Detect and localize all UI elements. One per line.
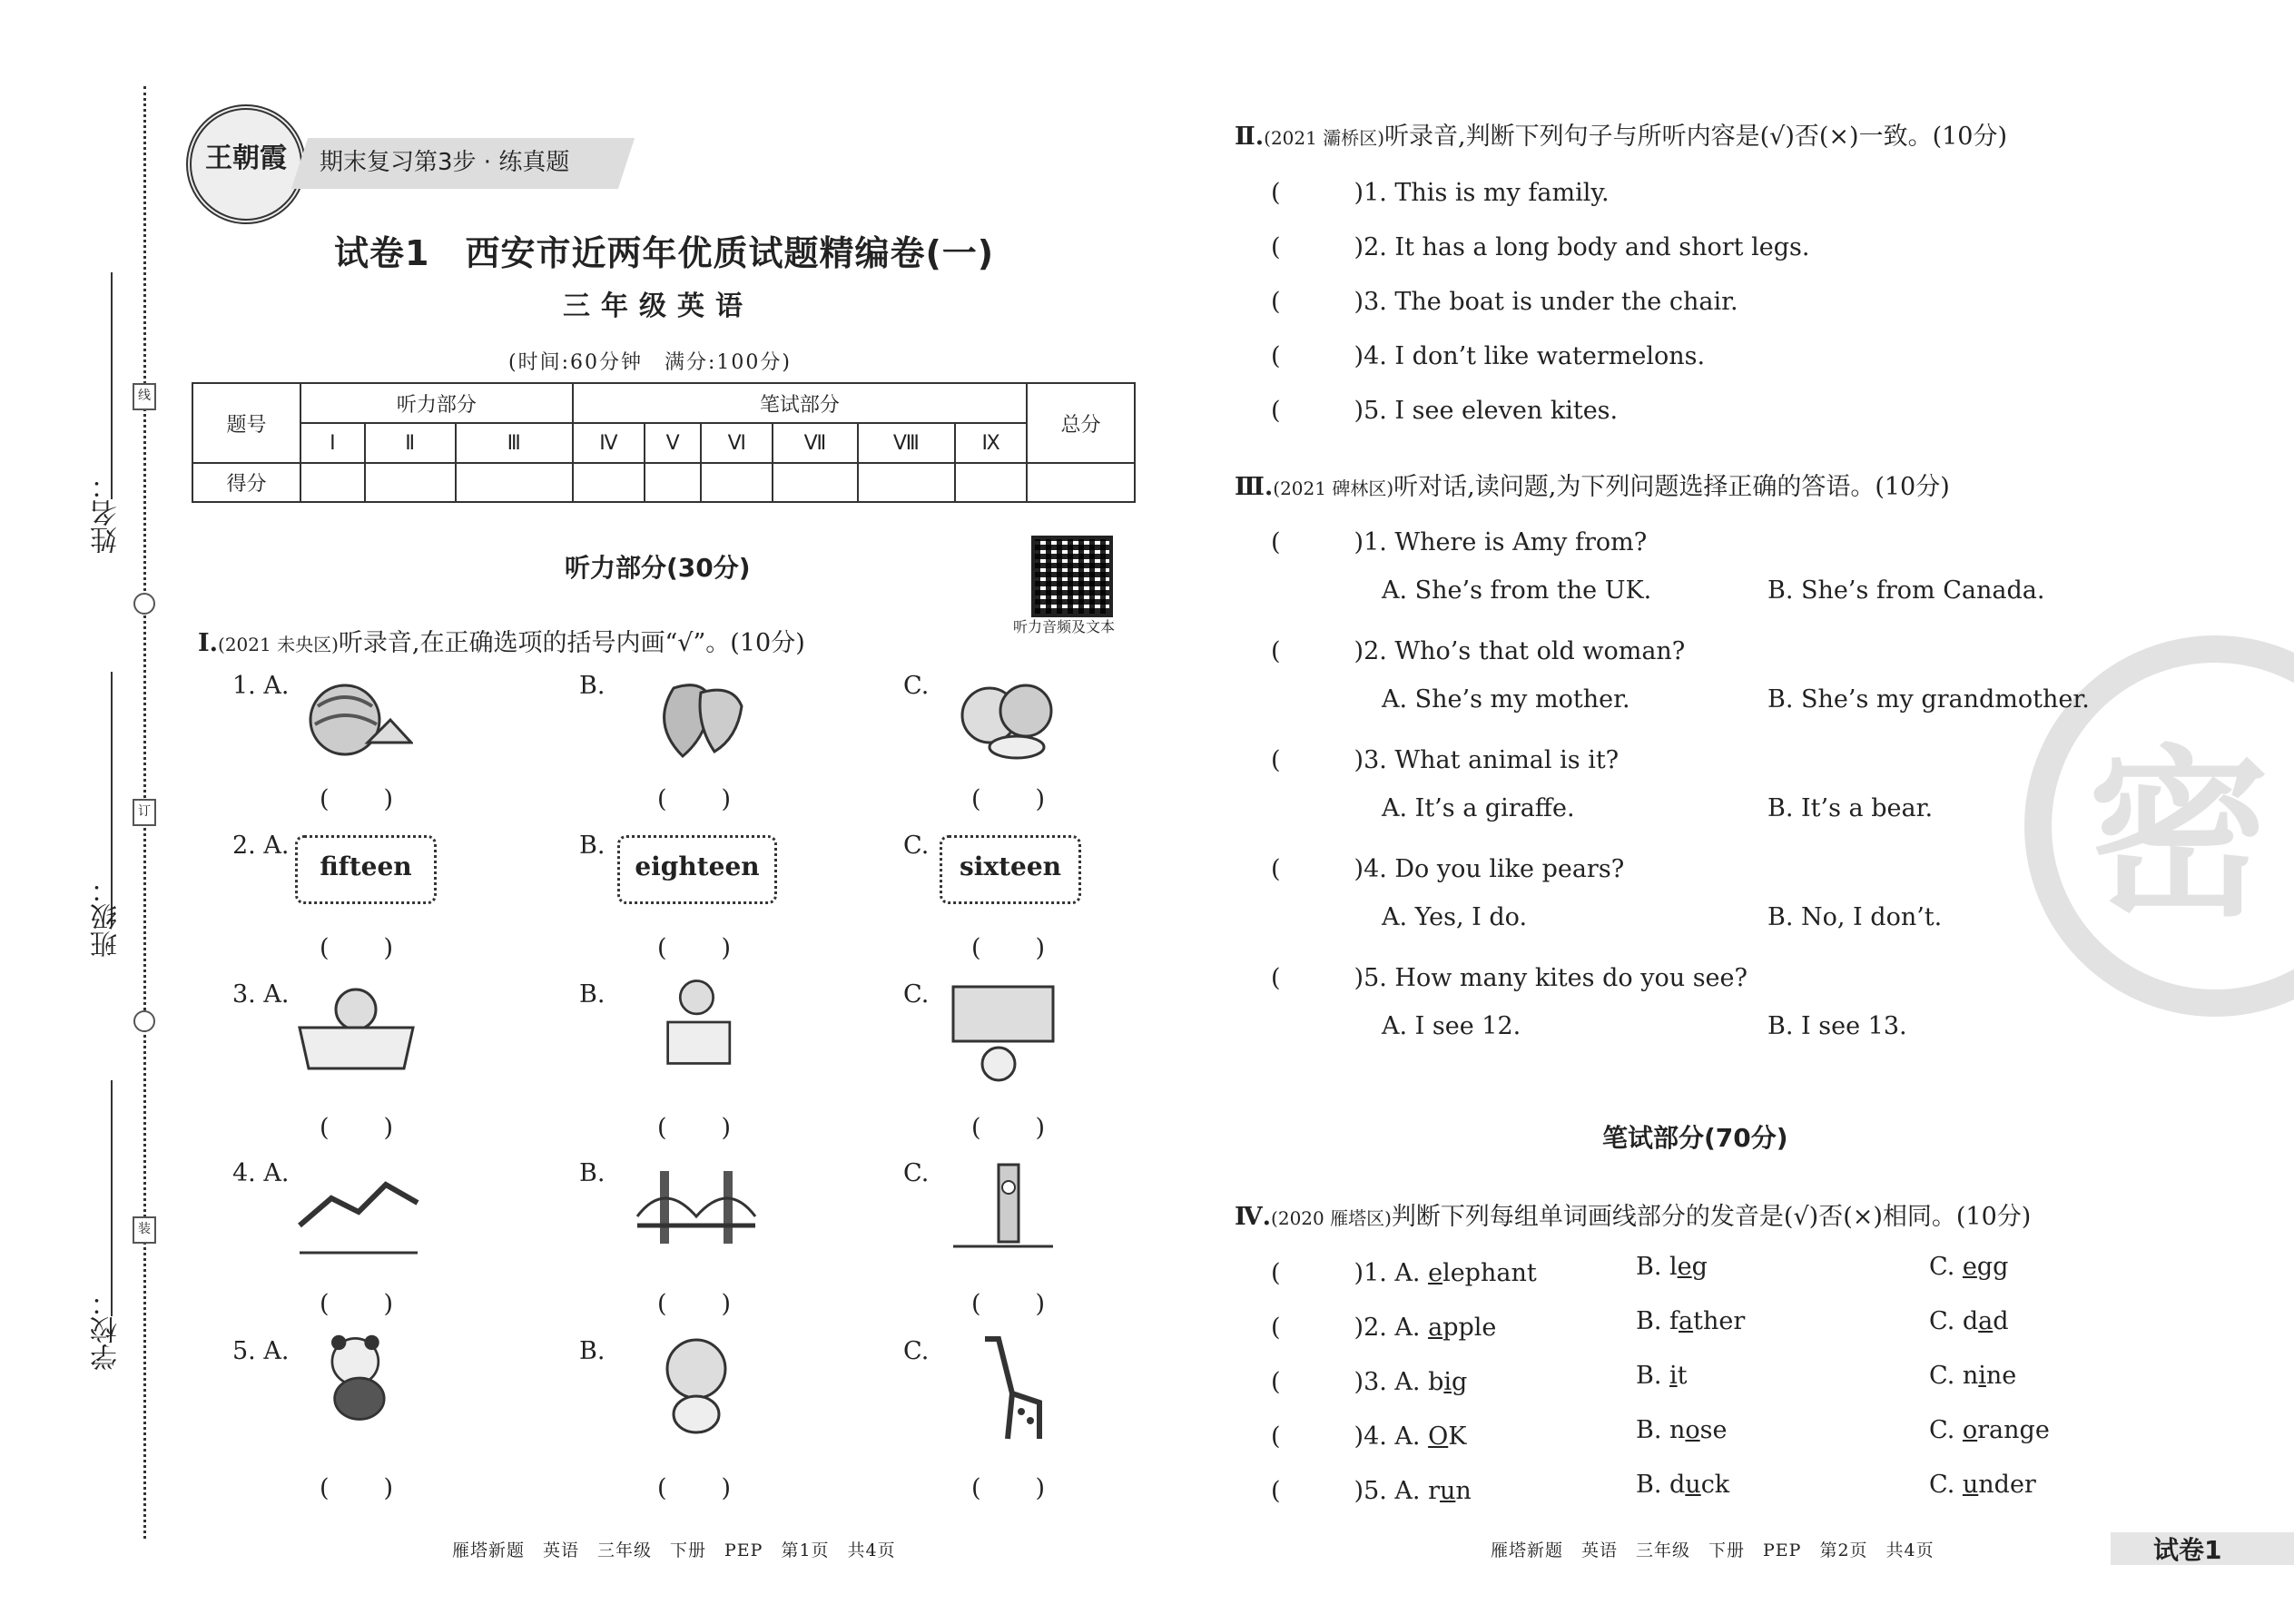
cat-icon (646, 1333, 755, 1437)
word-card-eighteen: eighteen (617, 835, 777, 904)
answer-bracket[interactable]: ( ) (320, 1474, 396, 1502)
q4-item-a: ( )5. A. run (1271, 1477, 1472, 1505)
answer-bracket[interactable]: ( ) (657, 1474, 733, 1502)
answer-bracket[interactable]: ( ) (657, 1114, 733, 1142)
great-wall-icon (295, 1162, 422, 1262)
q3-option-a: A. She’s from the UK. (1382, 576, 1652, 605)
q1-row5-label: 5. A. (232, 1337, 290, 1365)
q4-item-b: B. leg (1636, 1253, 1708, 1281)
strawberry-icon (646, 670, 755, 761)
panda-icon (313, 1333, 422, 1423)
answer-bracket[interactable]: ( ) (657, 1290, 733, 1318)
binding-mark-install: 装 (133, 1216, 156, 1244)
q1-option-c: C. (903, 980, 930, 1009)
cat-in-box-icon (290, 982, 422, 1073)
q2-item: ( )4. I don’t like watermelons. (1271, 342, 1706, 370)
roman-4: Ⅳ (573, 423, 645, 463)
header-writing: 笔试部分 (573, 383, 1027, 423)
cat-under-box-icon (949, 982, 1058, 1087)
q4-item-c: C. dad (1929, 1307, 2009, 1335)
q2-item: ( )1. This is my family. (1271, 179, 1610, 207)
q3-option-b: B. She’s from Canada. (1767, 576, 2045, 605)
roman-9: Ⅸ (955, 423, 1027, 463)
q3-option-a: A. She’s my mother. (1382, 685, 1630, 714)
q4-item-b: B. it (1636, 1362, 1688, 1390)
score-cell[interactable] (300, 463, 365, 502)
q4-item-c: C. orange (1929, 1416, 2050, 1444)
q2-heading: Ⅱ.(2021 灞桥区)听录音,判断下列句子与所听内容是(√)否(×)一致。(10分) (1235, 123, 2007, 151)
answer-bracket[interactable]: ( ) (320, 1114, 396, 1142)
exam-title: 试卷1 西安市近两年优质试题精编卷(一) (334, 233, 995, 273)
q3-question: ( )5. How many kites do you see? (1271, 964, 1748, 992)
answer-bracket[interactable]: ( ) (657, 934, 733, 962)
q1-option-b: B. (579, 1159, 605, 1187)
q1-option-b: B. (579, 672, 605, 700)
answer-bracket[interactable]: ( ) (657, 785, 733, 813)
q1-option-b: B. (579, 832, 605, 860)
answer-bracket[interactable]: ( ) (971, 1290, 1048, 1318)
q1-option-c: C. (903, 672, 930, 700)
qr-caption: 听力音频及文本 (1013, 618, 1116, 635)
apples-icon (953, 670, 1062, 761)
q3-question: ( )1. Where is Amy from? (1271, 528, 1648, 556)
review-step-banner: 期末复习第3步 · 练真题 (320, 149, 570, 176)
q4-item-b: B. duck (1636, 1471, 1730, 1499)
q2-item: ( )5. I see eleven kites. (1271, 397, 1619, 425)
school-label: 学校： (91, 1289, 123, 1371)
q1-row2-label: 2. A. (232, 832, 290, 860)
writing-section-title: 笔试部分(70分) (1602, 1123, 1788, 1153)
q2-item: ( )2. It has a long body and short legs. (1271, 233, 1810, 261)
score-cell[interactable] (773, 463, 857, 502)
school-line (111, 1080, 113, 1316)
q1-option-b: B. (579, 980, 605, 1009)
listening-section-title: 听力部分(30分) (565, 553, 751, 583)
word-card-fifteen: fifteen (295, 835, 437, 904)
q4-item-a: ( )4. A. OK (1271, 1422, 1467, 1451)
binding-hole-2 (133, 1010, 155, 1032)
header-total: 总分 (1027, 383, 1135, 463)
q1-row3-label: 3. A. (232, 980, 290, 1009)
q2-item: ( )3. The boat is under the chair. (1271, 288, 1738, 316)
q4-heading: Ⅳ.(2020 雁塔区)判断下列每组单词画线部分的发音是(√)否(×)相同。(10分) (1235, 1203, 2032, 1231)
q3-option-b: B. I see 13. (1767, 1012, 1907, 1040)
footer-left: 雁塔新题 英语 三年级 下册 PEP 第1页 共4页 (452, 1540, 896, 1560)
qr-code-icon (1031, 536, 1113, 617)
q4-item-b: B. nose (1636, 1416, 1728, 1444)
footer-right: 雁塔新题 英语 三年级 下册 PEP 第2页 共4页 (1491, 1540, 1935, 1560)
header-listening: 听力部分 (300, 383, 573, 423)
binding-mark-bind: 订 (133, 799, 156, 826)
answer-bracket[interactable]: ( ) (320, 785, 396, 813)
q3-question: ( )3. What animal is it? (1271, 746, 1620, 774)
q4-item-a: ( )3. A. big (1271, 1368, 1468, 1396)
answer-bracket[interactable]: ( ) (971, 934, 1048, 962)
q1-option-c: C. (903, 1337, 930, 1365)
brand-logo: 王朝霞 (186, 104, 306, 224)
q4-item-c: C. under (1929, 1471, 2036, 1499)
cat-on-box-icon (646, 977, 755, 1068)
q4-item-a: ( )1. A. elephant (1271, 1259, 1537, 1287)
giraffe-icon (958, 1330, 1067, 1443)
header-question-number: 题号 (192, 383, 300, 463)
time-info: (时间:60分钟 满分:100分) (508, 351, 792, 374)
roman-1: Ⅰ (300, 423, 365, 463)
q3-question: ( )2. Who’s that old woman? (1271, 637, 1686, 665)
q4-item-a: ( )2. A. apple (1271, 1314, 1497, 1342)
q3-option-a: A. I see 12. (1382, 1012, 1521, 1040)
score-cell[interactable] (858, 463, 955, 502)
score-cell[interactable] (573, 463, 645, 502)
answer-bracket[interactable]: ( ) (320, 934, 396, 962)
binding-mark-line: 线 (133, 383, 156, 410)
answer-bracket[interactable]: ( ) (971, 785, 1048, 813)
roman-3: Ⅲ (456, 423, 573, 463)
roman-2: Ⅱ (365, 423, 456, 463)
name-label: 姓名： (91, 472, 123, 554)
score-table (192, 382, 1136, 503)
score-cell[interactable] (645, 463, 701, 502)
q1-option-b: B. (579, 1337, 605, 1365)
score-cell[interactable] (456, 463, 573, 502)
q1-heading: Ⅰ.(2021 未央区)听录音,在正确选项的括号内画“√”。(10分) (198, 629, 805, 657)
score-cell[interactable] (701, 463, 773, 502)
score-cell[interactable] (1027, 463, 1135, 502)
q1-row1-label: 1. A. (232, 672, 290, 700)
roman-5: Ⅴ (645, 423, 701, 463)
golden-gate-bridge-icon (633, 1162, 760, 1262)
q3-option-b: B. She’s my grandmother. (1767, 685, 2090, 714)
name-line (111, 272, 113, 499)
seal-stamp-glyph: 密 (2088, 730, 2270, 941)
header-score: 得分 (192, 463, 300, 502)
score-cell[interactable] (955, 463, 1027, 502)
answer-bracket[interactable]: ( ) (971, 1474, 1048, 1502)
roman-7: Ⅶ (773, 423, 857, 463)
binding-hole-1 (133, 593, 155, 615)
roman-6: Ⅵ (701, 423, 773, 463)
word-card-sixteen: sixteen (940, 835, 1081, 904)
answer-bracket[interactable]: ( ) (971, 1114, 1048, 1142)
paper-tab-label: 试卷1 (2153, 1535, 2222, 1565)
watermelon-icon (304, 670, 413, 761)
q4-item-b: B. father (1636, 1307, 1746, 1335)
q1-option-c: C. (903, 832, 930, 860)
q3-heading: Ⅲ.(2021 碑林区)听对话,读问题,为下列问题选择正确的答语。(10分) (1235, 473, 1950, 501)
q4-item-c: C. egg (1929, 1253, 2009, 1281)
score-cell[interactable] (365, 463, 456, 502)
q3-option-b: B. It’s a bear. (1767, 794, 1934, 822)
answer-bracket[interactable]: ( ) (320, 1290, 396, 1318)
q1-option-c: C. (903, 1159, 930, 1187)
q3-option-a: A. Yes, I do. (1382, 903, 1528, 931)
q3-option-a: A. It’s a giraffe. (1382, 794, 1575, 822)
q1-row4-label: 4. A. (232, 1159, 290, 1187)
q4-item-c: C. nine (1929, 1362, 2017, 1390)
q3-option-b: B. No, I don’t. (1767, 903, 1943, 931)
roman-8: Ⅷ (858, 423, 955, 463)
q3-question: ( )4. Do you like pears? (1271, 855, 1625, 883)
exam-subtitle: 三年级英语 (563, 290, 753, 322)
class-label: 班级： (91, 876, 123, 958)
big-ben-icon (949, 1160, 1058, 1265)
